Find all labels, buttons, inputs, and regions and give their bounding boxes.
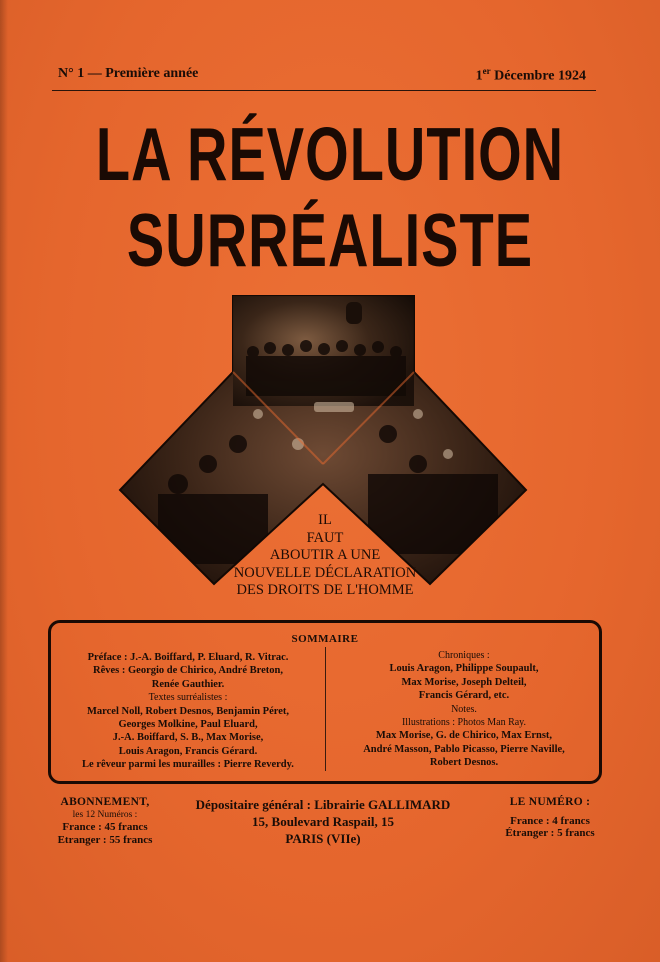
contents-line: Georges Molkine, Paul Eluard, [118, 719, 258, 731]
motto-line: DES DROITS DE L'HOMME [236, 582, 414, 598]
distributor-name: Dépositaire général : Librairie GALLIMARD [195, 797, 451, 812]
column-divider [325, 647, 326, 771]
subscription-etranger: Etranger : 55 francs [57, 833, 153, 846]
contents-line: Notes. [451, 703, 477, 715]
contents-line: Illustrations : Photos Man Ray. [401, 717, 527, 729]
contents-line: Marcel Noll, Robert Desnos, Benjamin Péret, [87, 705, 289, 717]
motto-line: IL [318, 512, 332, 528]
contents-line: Textes surréalistes : [148, 692, 228, 704]
title-line-2: SURRÉALISTE [126, 197, 534, 283]
masthead [58, 66, 586, 86]
numero-etranger: Étranger : 5 francs [505, 827, 595, 839]
motto-line: ABOUTIR A UNE [269, 547, 381, 563]
contents-line: Préface : J.-A. Boiffard, P. Eluard, R. Vitrac. [87, 652, 289, 663]
contents-line: André Masson, Pablo Picasso, Pierre Naville, [363, 743, 565, 755]
numero-france: France : 4 francs [510, 814, 590, 827]
contents-line: Francis Gérard, etc. [418, 690, 510, 702]
title-line-1: LA RÉVOLUTION [95, 111, 565, 197]
contents-right-column [333, 649, 595, 770]
subscription-info [50, 796, 160, 846]
subscription-heading: ABONNEMENT, [60, 796, 150, 808]
subscription-note: les 12 Numéros : [72, 809, 138, 820]
contents-line: Max Morise, Joseph Delteil, [401, 676, 527, 688]
numero-heading: LE NUMÉRO : [509, 796, 591, 808]
single-issue-price [492, 796, 608, 840]
contents-line: Robert Desnos. [429, 757, 499, 769]
issue-date: 1er Décembre 1924 [475, 66, 586, 84]
masthead-rule [52, 90, 596, 91]
distributor-address: 15, Boulevard Raspail, 15 [252, 814, 394, 829]
contents-line: J.-A. Boiffard, S. B., Max Morise, [112, 732, 264, 744]
contents-line: Renée Gauthier. [151, 678, 225, 690]
distributor-info [180, 796, 466, 847]
contents-line: Le rêveur parmi les murailles : Pierre Reverdy. [82, 759, 294, 771]
contents-line: Louis Aragon, Francis Gérard. [118, 745, 258, 757]
contents-left-column [57, 651, 319, 772]
motto-line: FAUT [306, 529, 344, 546]
sommaire-title: SOMMAIRE [291, 633, 359, 645]
motto [230, 512, 420, 600]
contents-line: Max Morise, G. de Chirico, Max Ernst, [375, 730, 553, 742]
issue-number: N° 1 — Première année [58, 66, 199, 81]
contents-line: Chroniques : [438, 650, 490, 661]
table-of-contents [48, 620, 602, 784]
motto-line: NOUVELLE DÉCLARATION [233, 564, 417, 581]
subscription-france: France : 45 francs [62, 821, 148, 833]
distributor-city: PARIS (VIIe) [285, 831, 361, 846]
contents-line: Louis Aragon, Philippe Soupault, [389, 663, 539, 675]
contents-line: Rêves : Georgio de Chirico, André Breton, [93, 665, 283, 677]
